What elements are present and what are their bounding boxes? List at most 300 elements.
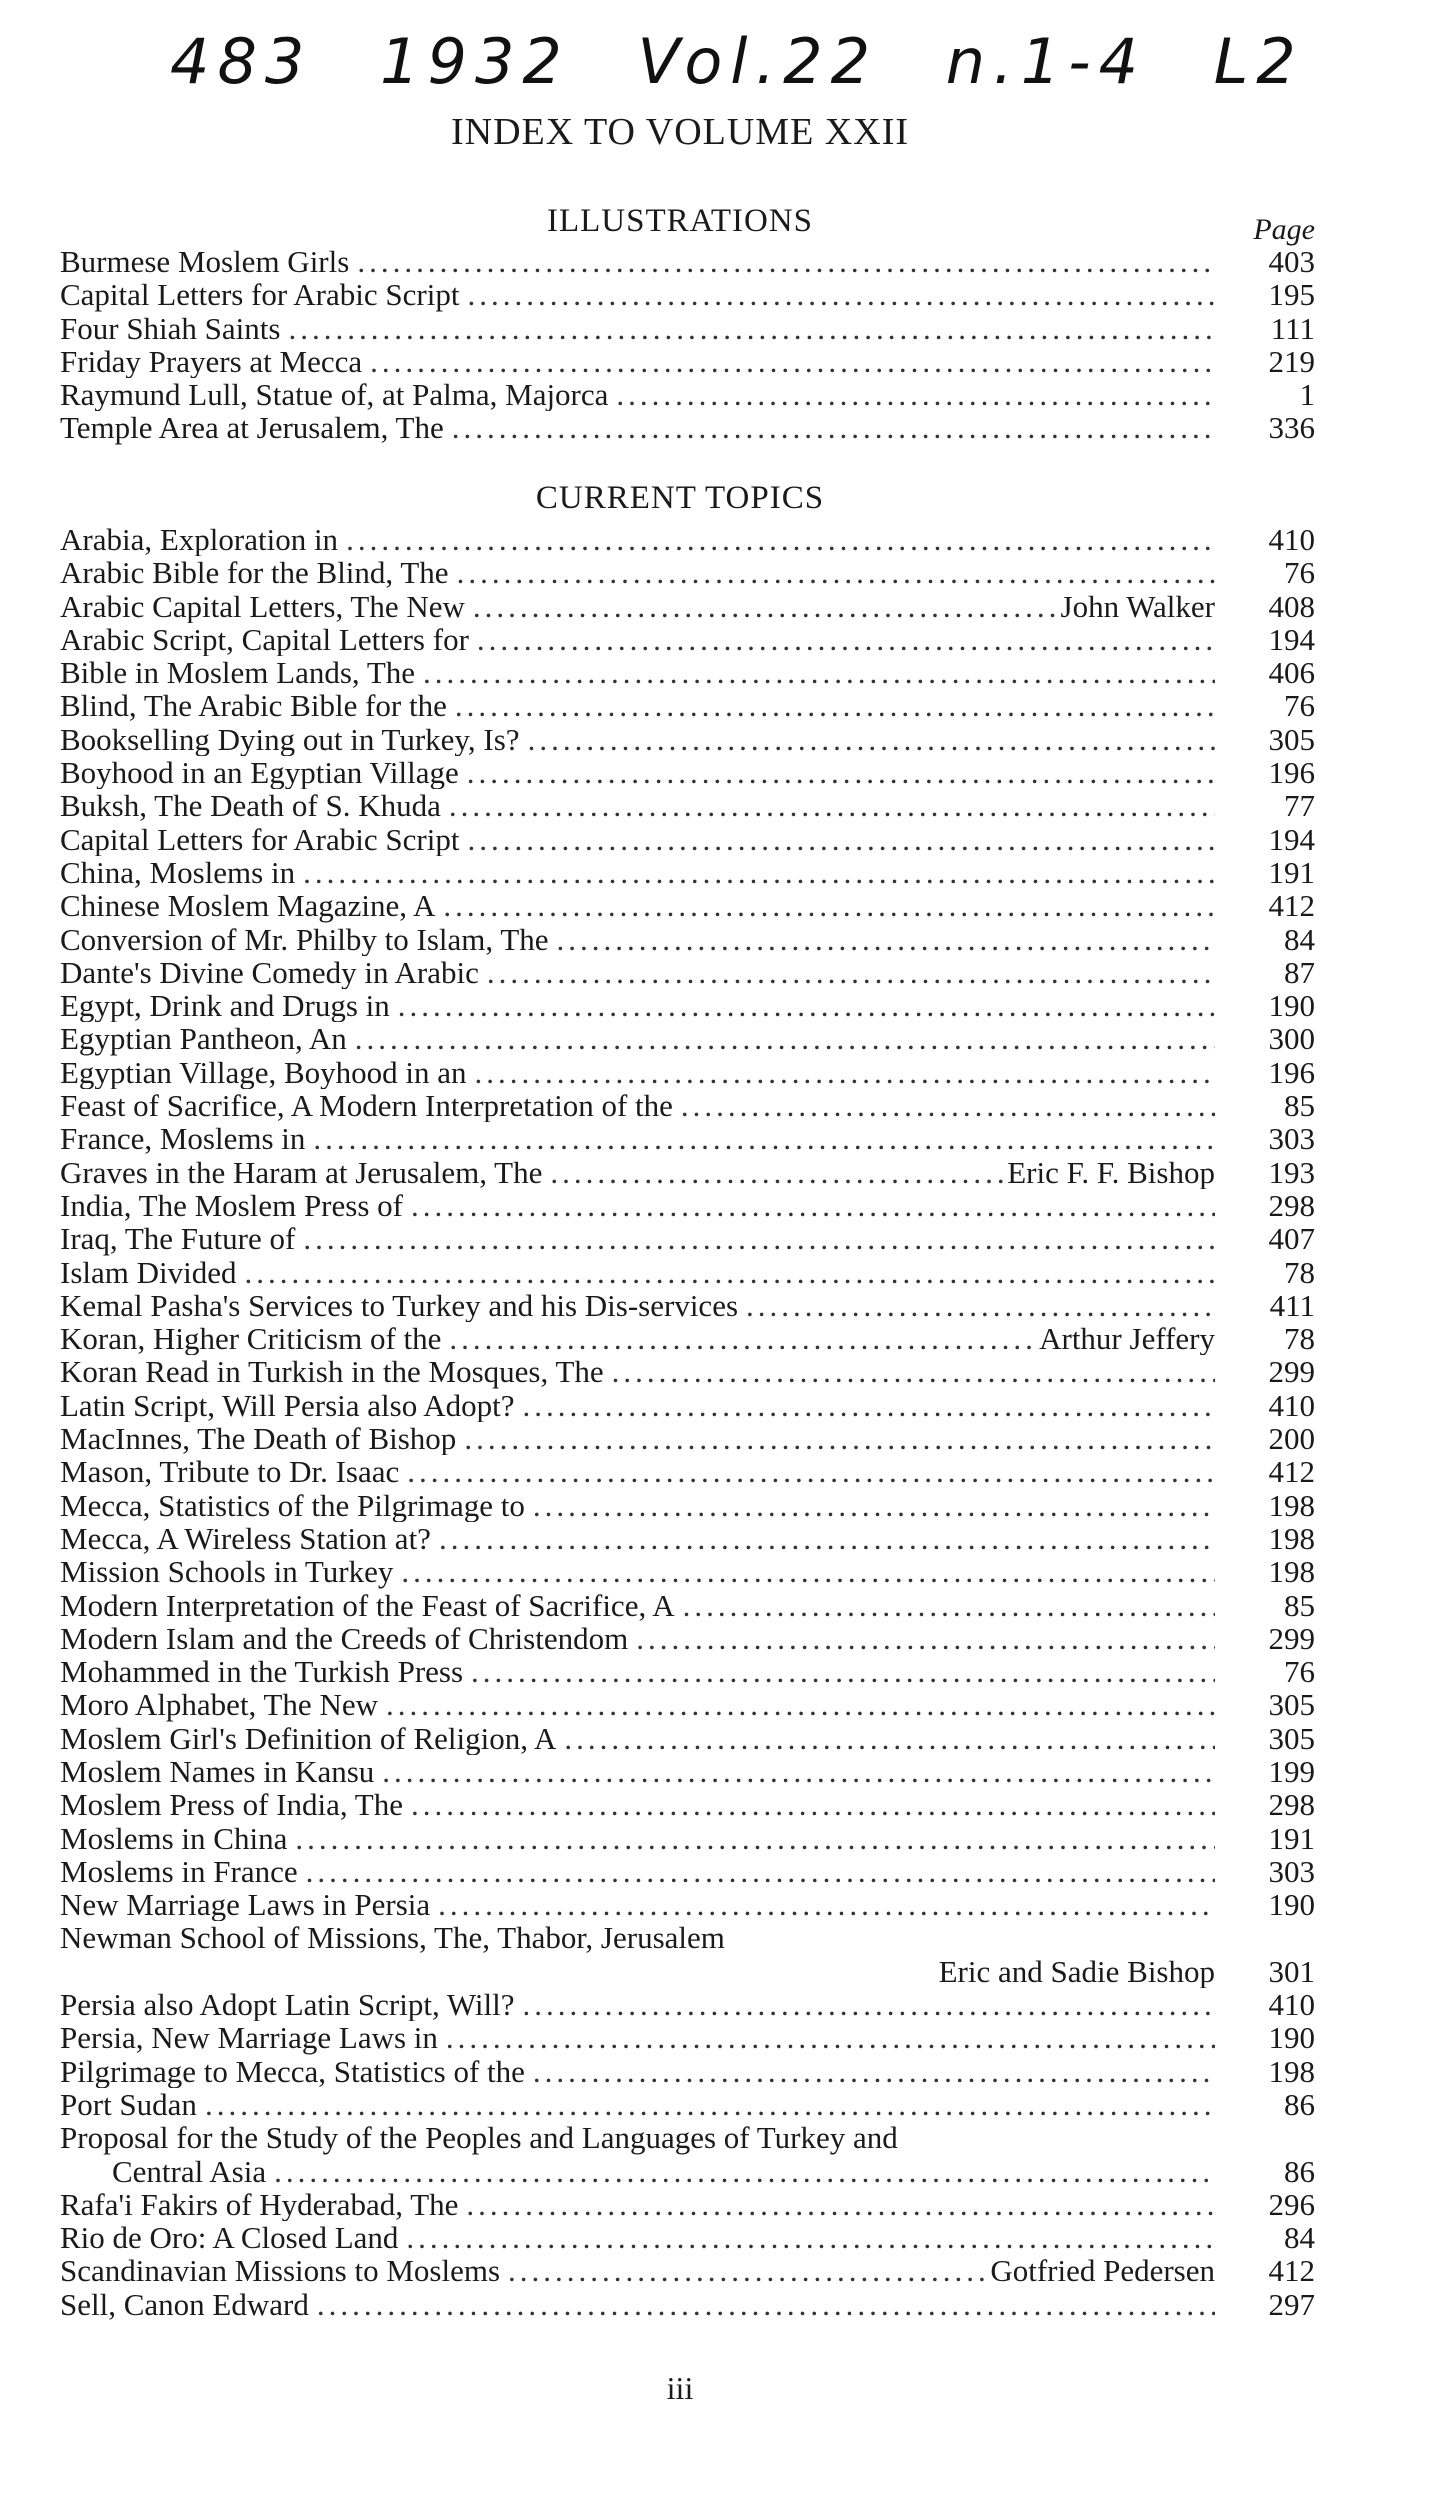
entry-title: Egyptian Village, Boyhood in an (60, 1056, 475, 1089)
index-entry (60, 989, 1315, 1022)
entry-page-number: 196 (1268, 756, 1315, 790)
dot-leader (449, 1322, 1037, 1355)
entry-page-number: 191 (1268, 1821, 1315, 1855)
dot-leader (398, 989, 1215, 1022)
dot-leader (274, 2155, 1215, 2188)
entry-title: Conversion of Mr. Philby to Islam, The (60, 923, 557, 956)
dot-leader (382, 1755, 1215, 1788)
entry-row (60, 989, 1215, 1022)
index-entry (60, 1722, 1315, 1755)
entry-title: Scandinavian Missions to Moslems (60, 2254, 508, 2287)
entry-title: Arabic Capital Letters, The New (60, 590, 473, 623)
entry-title: Arabic Bible for the Blind, The (60, 556, 457, 589)
index-entry (60, 556, 1315, 589)
entry-page-number: 411 (1269, 1288, 1315, 1323)
entry-title: Moslems in France (60, 1855, 306, 1888)
entry-row (60, 923, 1215, 956)
index-entry (60, 1222, 1315, 1255)
dot-leader (449, 789, 1215, 822)
dot-leader (443, 889, 1215, 922)
entry-title: Mohammed in the Turkish Press (60, 1655, 471, 1688)
dot-leader (357, 245, 1215, 278)
dot-leader (533, 2055, 1215, 2088)
entry-row (60, 345, 1215, 378)
entry-title: Mecca, Statistics of the Pilgrimage to (60, 1489, 533, 1522)
dot-leader (533, 1489, 1215, 1522)
dot-leader (406, 2221, 1215, 2254)
dot-leader (487, 956, 1215, 989)
entry-title: Four Shiah Saints (60, 312, 288, 345)
index-entry (60, 2288, 1315, 2321)
index-entry (60, 1822, 1315, 1855)
entry-title: Koran Read in Turkish in the Mosques, The (60, 1355, 612, 1388)
dot-leader (411, 1189, 1215, 1222)
entry-row (60, 411, 1215, 444)
entry-row (60, 823, 1215, 856)
entry-row (60, 789, 1215, 822)
dot-leader (523, 1389, 1215, 1422)
dot-leader (636, 1622, 1215, 1655)
entry-row (60, 1256, 1215, 1289)
entry-row (60, 312, 1215, 345)
entry-title: Persia, New Marriage Laws in (60, 2021, 446, 2054)
index-entry (60, 756, 1315, 789)
index-entry (60, 1156, 1315, 1189)
entry-row (60, 1988, 1215, 2021)
dot-leader (508, 2254, 988, 2287)
entry-page-number: 194 (1268, 822, 1315, 856)
entry-title: Arabia, Exploration in (60, 523, 346, 556)
dot-leader (423, 656, 1215, 689)
index-entry (60, 1022, 1315, 1055)
index-entry (60, 1555, 1315, 1588)
current-topics-heading: CURRENT TOPICS (535, 480, 825, 516)
index-entry (60, 1921, 1315, 1954)
index-entry (60, 1755, 1315, 1788)
entry-row (60, 1888, 1215, 1921)
index-entry (60, 856, 1315, 889)
entry-title: China, Moslems in (60, 856, 303, 889)
index-entry (60, 245, 1315, 278)
entry-row (60, 590, 1215, 623)
entry-row (112, 2155, 1215, 2188)
entry-row (60, 2021, 1215, 2054)
entry-page-number: 76 (1284, 689, 1315, 723)
index-entry (60, 1422, 1315, 1455)
entry-title: Moslem Girl's Definition of Religion, A (60, 1722, 564, 1755)
index-entry-continuation (60, 2155, 1315, 2188)
dot-leader (466, 2188, 1215, 2221)
entry-row (60, 1189, 1215, 1222)
entry-row (60, 1455, 1215, 1488)
entry-row (60, 1755, 1215, 1788)
entry-title: Bible in Moslem Lands, The (60, 656, 423, 689)
dot-leader (457, 556, 1215, 589)
index-entry (60, 378, 1315, 411)
entry-page-number: 305 (1268, 1721, 1315, 1755)
entry-title: Burmese Moslem Girls (60, 245, 357, 278)
dot-leader (612, 1355, 1215, 1388)
dot-leader (452, 411, 1215, 444)
index-entry (60, 1056, 1315, 1089)
dot-leader (303, 1222, 1215, 1255)
entry-page-number: 300 (1268, 1022, 1315, 1056)
index-entry (60, 789, 1315, 822)
entry-title: Persia also Adopt Latin Script, Will? (60, 1988, 523, 2021)
entry-row (60, 889, 1215, 922)
entry-page-number: 198 (1268, 1521, 1315, 1556)
entry-page-number: 191 (1268, 855, 1315, 890)
entry-row (60, 1289, 1215, 1322)
dot-leader (407, 1455, 1215, 1488)
entry-title: Kemal Pasha's Services to Turkey and his Dis-services (60, 1289, 746, 1322)
index-entry (60, 345, 1315, 378)
entry-row (60, 1555, 1215, 1588)
entry-row (60, 1222, 1215, 1255)
dot-leader (467, 756, 1215, 789)
dot-leader (473, 590, 1059, 623)
index-entry (60, 656, 1315, 689)
entry-author: Gotfried Pedersen (990, 2254, 1215, 2288)
dot-leader (475, 1056, 1215, 1089)
index-entry (60, 689, 1315, 722)
entry-page-number: 408 (1268, 589, 1315, 623)
entry-title: Mission Schools in Turkey (60, 1555, 401, 1588)
entry-title: Modern Interpretation of the Feast of Sacrifice, A (60, 1589, 683, 1622)
dot-leader (746, 1289, 1215, 1322)
dot-leader (245, 1256, 1216, 1289)
entry-title: Mason, Tribute to Dr. Isaac (60, 1455, 407, 1488)
entry-row (60, 2254, 1215, 2287)
entry-row (60, 1622, 1215, 1655)
entry-page-number: 305 (1268, 1688, 1315, 1722)
entry-title: Iraq, The Future of (60, 1222, 303, 1255)
entry-row (60, 1822, 1215, 1855)
illustrations-list (60, 245, 1315, 445)
entry-row (60, 1389, 1215, 1422)
index-entry (60, 2088, 1315, 2121)
entry-page-number: 190 (1268, 989, 1315, 1023)
entry-title: Moro Alphabet, The New (60, 1688, 386, 1721)
dot-leader (464, 1422, 1215, 1455)
entry-row (60, 245, 1215, 278)
index-entry (60, 1522, 1315, 1555)
entry-title: Newman School of Missions, The, Thabor, Jerusalem (60, 1921, 725, 1955)
entry-page-number: 196 (1268, 1055, 1315, 1090)
entry-author: Eric F. F. Bishop (1007, 1155, 1215, 1189)
entry-title: Moslem Names in Kansu (60, 1755, 382, 1788)
entry-page-number: 86 (1284, 2154, 1315, 2188)
index-entry (60, 1289, 1315, 1322)
dot-leader (288, 312, 1215, 345)
entry-row (60, 1589, 1215, 1622)
dot-leader (446, 2021, 1215, 2054)
entry-author: Arthur Jeffery (1039, 1322, 1215, 1356)
index-entry (60, 2254, 1315, 2287)
index-entry (60, 2188, 1315, 2221)
entry-page-number: 336 (1268, 411, 1315, 445)
entry-row (60, 523, 1215, 556)
dot-leader (683, 1589, 1215, 1622)
entry-title: Dante's Divine Comedy in Arabic (60, 956, 487, 989)
entry-page-number: 1 (1299, 378, 1315, 412)
entry-page-number: 200 (1268, 1422, 1315, 1456)
entry-page-number: 407 (1268, 1222, 1315, 1256)
entry-row (60, 1056, 1215, 1089)
index-entry (60, 1322, 1315, 1355)
entry-page-number: 296 (1268, 2187, 1315, 2222)
entry-page-number: 85 (1284, 1588, 1315, 1622)
index-entry (60, 1189, 1315, 1222)
index-entry (60, 1355, 1315, 1388)
entry-page-number: 84 (1284, 922, 1315, 956)
entry-row (60, 1355, 1215, 1388)
current-topics-list (60, 523, 1315, 2321)
entry-row (60, 2288, 1215, 2321)
dot-leader (467, 823, 1215, 856)
dot-leader (438, 1888, 1215, 1921)
entry-page-number: 412 (1268, 2254, 1315, 2288)
dot-leader (467, 278, 1215, 311)
index-entry (60, 823, 1315, 856)
dot-leader (550, 1156, 1005, 1189)
entry-row (60, 1089, 1215, 1122)
entry-row (60, 556, 1215, 589)
index-entry (60, 590, 1315, 623)
page-number: iii (666, 2370, 694, 2406)
index-entry (60, 1622, 1315, 1655)
entry-page-number: 303 (1268, 1122, 1315, 1156)
entry-title: Capital Letters for Arabic Script (60, 823, 467, 856)
illustrations-heading: ILLUSTRATIONS (547, 203, 813, 239)
entry-title: Graves in the Haram at Jerusalem, The (60, 1156, 550, 1189)
entry-row (60, 1722, 1215, 1755)
entry-row (60, 1422, 1215, 1455)
index-entry (60, 1888, 1315, 1921)
index-entry (60, 1688, 1315, 1721)
index-entry-continuation (60, 1955, 1315, 1988)
index-entry (60, 1122, 1315, 1155)
entry-title: Islam Divided (60, 1256, 245, 1289)
entry-page-number: 84 (1284, 2221, 1315, 2255)
entry-title: Koran, Higher Criticism of the (60, 1322, 449, 1355)
entry-title-continuation: Central Asia (112, 2155, 274, 2188)
entry-page-number: 85 (1284, 1089, 1315, 1123)
entry-page-number: 87 (1284, 955, 1315, 990)
entry-row (60, 378, 1215, 411)
entry-page-number: 78 (1284, 1255, 1315, 1289)
entry-title: Blind, The Arabic Bible for the (60, 689, 455, 722)
entry-title: New Marriage Laws in Persia (60, 1888, 438, 1921)
entry-row (60, 1522, 1215, 1555)
index-entry (60, 1589, 1315, 1622)
entry-page-number: 299 (1268, 1621, 1315, 1656)
entry-page-number: 298 (1268, 1788, 1315, 1822)
dot-leader (355, 1022, 1215, 1055)
dot-leader (477, 623, 1215, 656)
entry-title: Rio de Oro: A Closed Land (60, 2221, 406, 2254)
entry-title: Moslem Press of India, The (60, 1788, 411, 1821)
entry-title: Egyptian Pantheon, An (60, 1022, 355, 1055)
index-entry (60, 1988, 1315, 2021)
entry-row (60, 956, 1215, 989)
entry-title: Boyhood in an Egyptian Village (60, 756, 467, 789)
entry-page-number: 303 (1268, 1854, 1315, 1889)
entry-title: Raymund Lull, Statue of, at Palma, Majorca (60, 378, 616, 411)
page-title: INDEX TO VOLUME XXII (450, 111, 910, 153)
index-entry (60, 411, 1315, 444)
entry-page-number: 299 (1268, 1355, 1315, 1389)
index-entry (60, 312, 1315, 345)
index-entry (60, 956, 1315, 989)
entry-title: Rafa'i Fakirs of Hyderabad, The (60, 2188, 466, 2221)
dot-leader (295, 1822, 1215, 1855)
entry-row (60, 1688, 1215, 1721)
entry-page-number: 199 (1268, 1754, 1315, 1789)
index-entry (60, 2221, 1315, 2254)
dot-leader (411, 1788, 1215, 1821)
dot-leader (303, 856, 1215, 889)
entry-title: Moslems in China (60, 1822, 295, 1855)
index-entry (60, 889, 1315, 922)
entry-page-number: 403 (1268, 245, 1315, 279)
entry-page-number: 412 (1268, 1455, 1315, 1489)
entry-title: Chinese Moslem Magazine, A (60, 889, 443, 922)
index-entry (60, 923, 1315, 956)
entry-page-number: 76 (1284, 556, 1315, 590)
entry-title: MacInnes, The Death of Bishop (60, 1422, 464, 1455)
entry-title: France, Moslems in (60, 1122, 313, 1155)
entry-page-number: 297 (1268, 2287, 1315, 2322)
entry-page-number: 410 (1268, 523, 1315, 557)
dot-leader (317, 2288, 1215, 2321)
entry-row (60, 1788, 1215, 1821)
entry-page-number: 219 (1268, 344, 1315, 379)
entry-page-number: 301 (1268, 1954, 1315, 1989)
entry-page-number: 410 (1268, 1388, 1315, 1423)
index-entry (60, 1655, 1315, 1688)
index-entry (60, 2055, 1315, 2088)
dot-leader (564, 1722, 1215, 1755)
entry-row (60, 1022, 1215, 1055)
entry-title: Buksh, The Death of S. Khuda (60, 789, 449, 822)
dot-leader (306, 1855, 1215, 1888)
index-entry (60, 1089, 1315, 1122)
entry-title: Feast of Sacrifice, A Modern Interpretation of the (60, 1089, 681, 1122)
dot-leader (205, 2088, 1215, 2121)
entry-row (60, 2188, 1215, 2221)
entry-page-number: 78 (1284, 1322, 1315, 1356)
entry-title: Sell, Canon Edward (60, 2288, 317, 2321)
entry-title: Pilgrimage to Mecca, Statistics of the (60, 2055, 533, 2088)
index-entry (60, 623, 1315, 656)
entry-page-number: 193 (1268, 1155, 1315, 1189)
entry-page-number: 76 (1284, 1655, 1315, 1689)
entry-row (60, 2088, 1215, 2121)
entry-row (60, 1655, 1215, 1688)
entry-row (60, 856, 1215, 889)
entry-row (60, 1322, 1215, 1355)
entry-title: Mecca, A Wireless Station at? (60, 1522, 439, 1555)
dot-leader (386, 1688, 1215, 1721)
index-entry (60, 2121, 1315, 2154)
entry-page-number: 298 (1268, 1188, 1315, 1223)
entry-row (60, 623, 1215, 656)
index-entry (60, 1489, 1315, 1522)
entry-row (60, 723, 1215, 756)
entry-page-number: 190 (1268, 2021, 1315, 2055)
entry-page-number: 198 (1268, 1488, 1315, 1522)
entry-page-number: 198 (1268, 1555, 1315, 1589)
entry-title: Modern Islam and the Creeds of Christendom (60, 1622, 636, 1655)
dot-leader (616, 378, 1215, 411)
index-entry (60, 2021, 1315, 2054)
entry-page-number: 195 (1268, 278, 1315, 312)
entry-title: Proposal for the Study of the Peoples and Languages of Turkey and (60, 2121, 898, 2155)
dot-leader (313, 1122, 1215, 1155)
dot-leader (346, 523, 1215, 556)
dot-leader (370, 345, 1215, 378)
index-entry (60, 523, 1315, 556)
entry-page-number: 198 (1268, 2054, 1315, 2088)
entry-title: Bookselling Dying out in Turkey, Is? (60, 723, 528, 756)
entry-row (60, 756, 1215, 789)
dot-leader (401, 1555, 1215, 1588)
entry-page-number: 86 (1284, 2087, 1315, 2122)
entry-page-number: 194 (1268, 622, 1315, 657)
dot-leader (557, 923, 1215, 956)
dot-leader (439, 1522, 1215, 1555)
index-entry (60, 1389, 1315, 1422)
entry-row (60, 656, 1215, 689)
handwritten-call-number: 483 1932 Vol.22 n.1-4 L2 (170, 25, 1304, 98)
index-entry (60, 723, 1315, 756)
entry-page-number: 412 (1268, 889, 1315, 923)
entry-row (60, 1122, 1215, 1155)
entry-row (60, 2221, 1215, 2254)
entry-row (60, 278, 1215, 311)
entry-row (60, 1855, 1215, 1888)
entry-row (60, 1156, 1215, 1189)
entry-title: Capital Letters for Arabic Script (60, 278, 467, 311)
index-entry (60, 1788, 1315, 1821)
dot-leader (681, 1089, 1215, 1122)
index-entry (60, 1256, 1315, 1289)
dot-leader (523, 1988, 1215, 2021)
entry-page-number: 410 (1268, 1988, 1315, 2022)
entry-author: John Walker (1060, 589, 1215, 623)
index-entry (60, 1855, 1315, 1888)
dot-leader (455, 689, 1215, 722)
entry-page-number: 305 (1268, 722, 1315, 757)
page-column-label: Page (1253, 213, 1315, 246)
index-entry (60, 1455, 1315, 1488)
entry-page-number: 111 (1270, 311, 1315, 345)
entry-title: India, The Moslem Press of (60, 1189, 411, 1222)
entry-title: Port Sudan (60, 2088, 205, 2121)
dot-leader (471, 1655, 1215, 1688)
entry-page-number: 190 (1268, 1888, 1315, 1922)
entry-title: Latin Script, Will Persia also Adopt? (60, 1389, 523, 1422)
entry-row (60, 689, 1215, 722)
entry-page-number: 406 (1268, 656, 1315, 690)
entry-row (60, 2055, 1215, 2088)
index-entry (60, 278, 1315, 311)
entry-author: Eric and Sadie Bishop (938, 1954, 1215, 1989)
entry-title: Friday Prayers at Mecca (60, 345, 370, 378)
entry-title: Arabic Script, Capital Letters for (60, 623, 477, 656)
dot-leader (528, 723, 1215, 756)
